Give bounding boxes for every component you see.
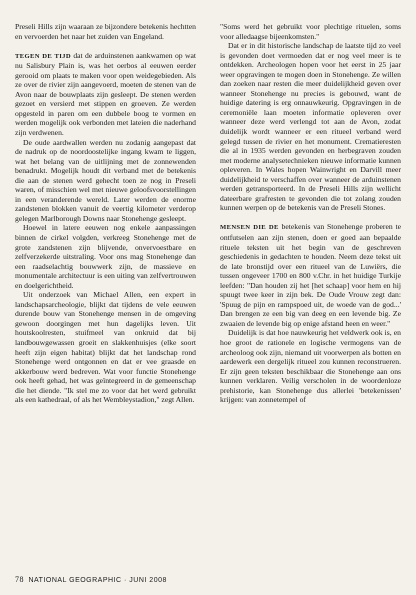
paragraph: Preseli Hills zijn waaraan ze bijzondere betekenis hechtten en vervoerden het naar het zuiden van Engeland. xyxy=(15,22,196,41)
section-lead-in: TEGEN DE TIJD xyxy=(15,52,71,60)
paragraph: Uit onderzoek van Michael Allen, een expert in landschapsarcheologie, blijkt dat tijdens de vele eeuwen durende bouw van Stonehenge mensen in de omgeving gewoon doorgingen met hun dagelijks leven. Uit houtskoolresten, stuifmeel van onkruid dat bij landbouwgewassen groeit en slakkenhuisjes (elke soort heeft zijn eigen habitat) blijkt dat het landschap rond Stonehenge werd ontgonnen en dat er vee graasde en akkerbouw werd bedreven. Wat voor functie Stonehenge ook heeft gehad, het was geïntegreerd in de gemeenschap die het diende. "Ik stel me zo voor dat het werd gebruikt als een kathedraal, of als het Wembleystadion," zegt Allen. xyxy=(15,290,196,405)
paragraph: Dat er in dit historische landschap de laatste tijd zo veel is gevonden doet vermoeden dat er nog veel meer is te ontdekken. Archeologen hopen voor het eerst in 25 jaar weer opgravingen te mogen doen in Stonehenge. Ze willen dan zoeken naar resten die meer duidelijkheid geven over wanneer Stonehenge nu precies is gebouwd, want de huidige datering is erg onnauwkeurig. Opgravingen in de ceremoniële laan moeten informatie opleveren over wanneer deze werd verlengd tot aan de Avon, zodat duidelijk wordt wanneer er een ritueel verband werd gelegd tussen de rivier en het monument. Crematieresten die al in 1935 werden gevonden en herbegraven zouden met moderne analysetechnieken nieuwe informatie kunnen opleveren. In Wales hopen Wainwright en Darvill meer duidelijkheid te verschaffen over wanneer de arduinstenen werden getransporteerd. In de Preseli Hills zijn wellicht dateerbare grafresten te gevonden die tot zolang zouden kunnen werpen op de betekenis van de Preseli Stones. xyxy=(220,41,401,213)
section-body: betekenis van Stonehenge proberen te ontfutselen aan zijn stenen, doen er goed aan bepaalde rituele teksten uit het begin van de geschreven geschiedenis in gedachten te houden. Neem deze tekst uit de late bronstijd over een ritueel van de Luwiërs, die tussen ongeveer 1700 en 800 v.Chr. in het huidige Turkije leefden: "Dan houden zij het [het schaap] voor hem en hij spuugt twee keer in zijn bek. De Oude Vrouw zegt dan: 'Spuug de pijn en rampspoed uit, de woede van de god...' Dan brengen ze een big van deeg en een levende big. Ze zwaaien de levende big op enige afstand heen en weer." xyxy=(220,222,401,328)
paragraph: "Soms werd het gebruikt voor plechtige rituelen, soms voor alledaagse bijeenkomsten." xyxy=(220,22,401,41)
section-body: dat de arduinstenen aankwamen op wat nu Salisbury Plain is, was het oerbos al eeuwen eerder gerooid om plaats te maken voor open weidegebieden. Als ze over de rivier zijn aangevoerd, moeten de stenen van de Avon naar de bouwplaats zijn gesleept. De stenen werden gezoet en versierd met stippen en groeven. Ze werden opgesteld in paren om een dubbele boog te vormen en werden mogelijk ook verbonden met lateien die naderhand zijn verdwenen. xyxy=(15,50,196,137)
paragraph: Hoewel in latere eeuwen nog enkele aanpassingen binnen de cirkel volgden, verkreeg Stonehenge met de grote zandstenen zijn blijvende, onvervoestbare en zelfverzekerde uitstraling. Voor ons mag Stonehenge dan een raadselachtig bouwwerk zijn, de massieve en monumentale architectuur is een uiting van zelfvertrouwen en doelgerichtheid. xyxy=(15,223,196,290)
left-column xyxy=(15,22,196,405)
page-footer xyxy=(15,575,167,584)
section-paragraph xyxy=(220,222,401,328)
footer-text: NATIONAL GEOGRAPHIC · JUNI 2008 xyxy=(28,577,167,584)
paragraph: Duidelijk is dat hoe nauwkeurig het veldwerk ook is, en hoe groot de rationele en logische vermogens van de archeoloog ook zijn, niemand uit voorwerpen als botten en aardewerk een dergelijk ritueel zou kunnen reconstrueren. Er zijn geen teksten beschikbaar die Stonehenge aan ons kunnen verklaren. Veilig verscholen in de woordenloze prehistorie, kan Stonehenge dus allerlei 'betekenissen' krijgen: van zonnetempel of xyxy=(220,328,401,405)
section-lead-in: MENSEN DIE DE xyxy=(220,224,279,232)
section-paragraph xyxy=(15,51,196,138)
right-column xyxy=(220,22,401,405)
page-number: 78 xyxy=(15,575,24,584)
paragraph: De oude aardwallen werden nu zodanig aangepast dat de nadruk op de noordoostelijke ingang kwam te liggen, wat het belang van de uitlijning met de zonnewenden benadrukt. Mogelijk houdt dit verband met de betekenis die aan de stenen werd gehecht toen ze nog in Preseli waren, of misschien wel met nieuwe geloofsvoorstellingen in een veranderende wereld. Later werden de enorme zandstenen blokken vanuit de veertig kilometer verderop gelegen Marlborough Downs naar Stonehenge gesleept. xyxy=(15,137,196,223)
